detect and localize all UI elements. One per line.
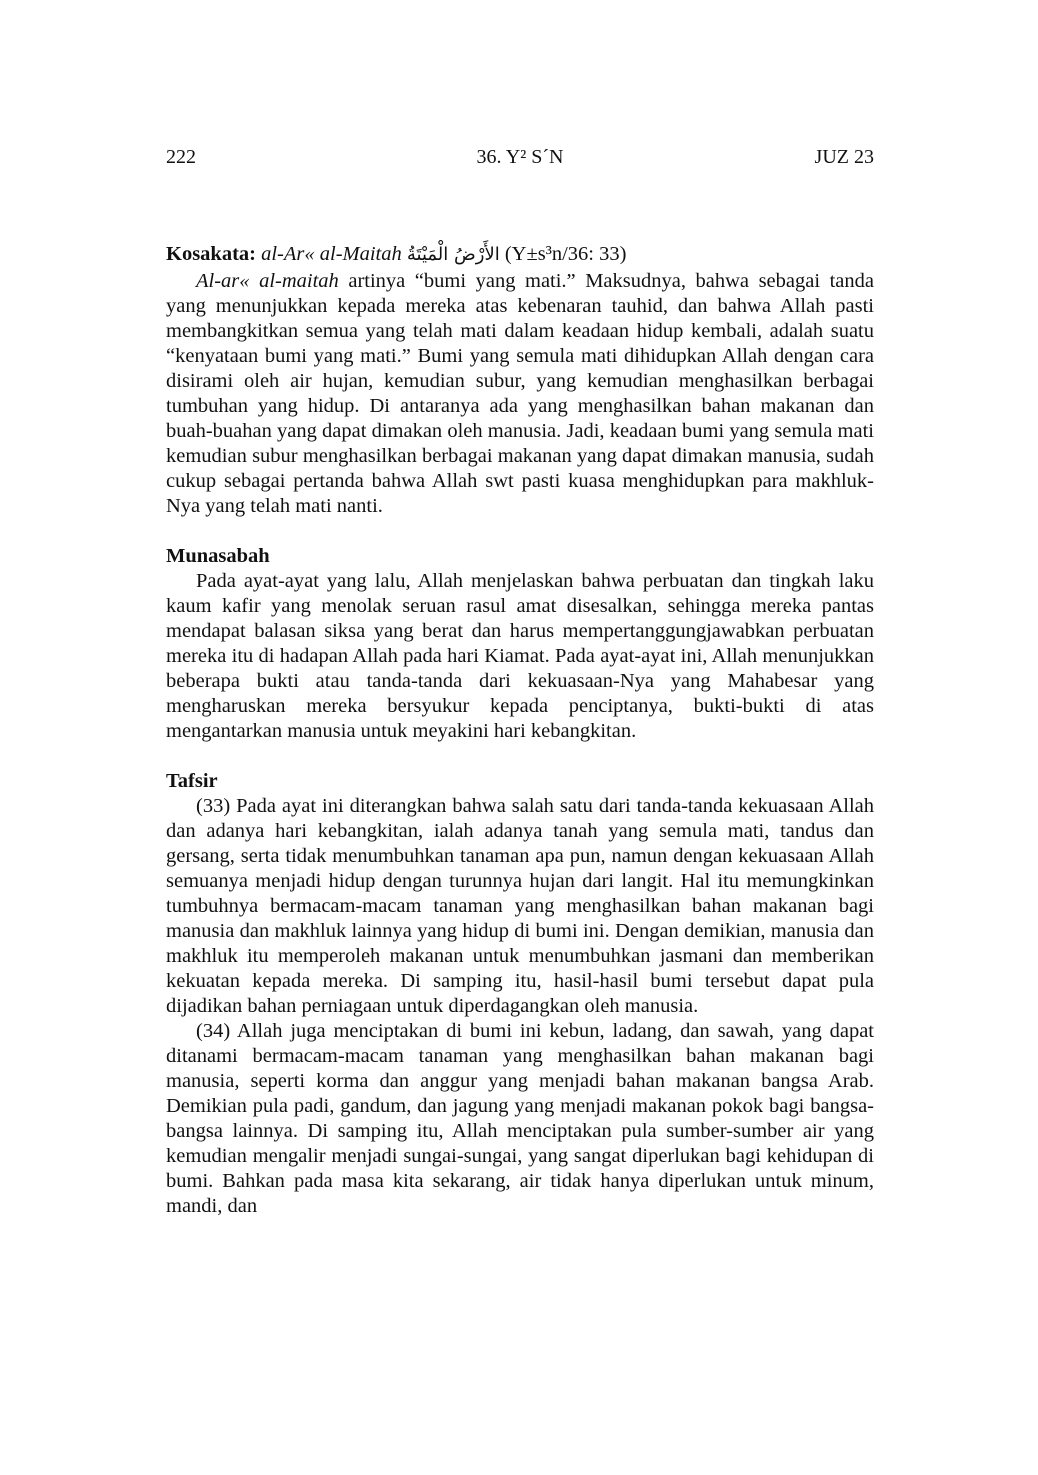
kosakata-label: Kosakata: [166,243,256,265]
tafsir-paragraph-34: (34) Allah juga menciptakan di bumi ini kebun, ladang, dan sawah, yang dapat ditanami bermacam-macam tanaman yang menghasilkan bahan makanan bagi manusia, seperti korma dan anggur yang menjadi bahan makanan bangsa Arab. Demikian pula padi, gandum, dan jagung yang menjadi makanan pokok bagi bangsa-bangsa lainnya. Di samping itu, Allah menciptakan pula sumber-sumber air yang kemudian mengalir menjadi sungai-sungai, yang sangat diperlukan bagi kehidupan di bumi. Bahkan pada masa kita sekarang, air tidak hanya diperlukan untuk minum, mandi, dan [166,1020,874,1217]
kosakata-paragraph [166,269,874,519]
kosakata-arabic: الأَرْضُ الْمَيْتَةُ [406,244,500,265]
kosakata-heading [166,240,874,269]
page-number: 222 [166,146,196,168]
tafsir-paragraph-33: (33) Pada ayat ini diterangkan bahwa salah satu dari tanda-tanda kekuasaan Allah dan adanya hari kebangkitan, ialah adanya tanah yang semula mati, tandus dan gersang, serta tidak menumbuhkan tanaman apa pun, namun dengan kekuasaan Allah semuanya menjadi hidup dengan turunnya hujan dari langit. Hal itu memungkinkan tumbuhnya bermacam-macam tanaman yang menghasilkan bahan makanan bagi manusia dan makhluk lainnya yang hidup di bumi ini. Dengan demikian, manusia dan makhluk itu memperoleh makanan untuk menumbuhkan jasmani dan memberikan kekuatan kepada mereka. Di samping itu, hasil-hasil bumi tersebut dapat pula dijadikan bahan perniagaan untuk diperdagangkan oleh manusia. [166,795,874,1017]
kosakata-paragraph-term: Al-ar« al-maitah [196,270,339,292]
kosakata-term: al-Ar« al-Maitah [261,243,402,265]
page-header [166,146,874,174]
munasabah-paragraph: Pada ayat-ayat yang lalu, Allah menjelaskan bahwa perbuatan dan tingkah laku kaum kafir yang menolak seruan rasul amat disesalkan, sehingga mereka pantas mendapat balasan siksa yang berat dan harus mempertanggungjawabkan perbuatan mereka itu di hadapan Allah pada hari Kiamat. Pada ayat-ayat ini, Allah menunjukkan beberapa bukti atau tanda-tanda dari kekuasaan-Nya yang Mahabesar yang mengharuskan mereka bersyukur kepada penciptanya, bukti-bukti di atas mengantarkan manusia untuk meyakini hari kebangkitan. [166,570,874,742]
page-content [166,240,874,1219]
tafsir-heading: Tafsir [166,770,218,792]
munasabah-heading: Munasabah [166,545,270,567]
juz-label: JUZ 23 [814,146,874,168]
kosakata-reference: (Y±s³n/36: 33) [504,243,627,265]
chapter-title: 36. Y² S´N [476,146,564,168]
kosakata-paragraph-text: artinya “bumi yang mati.” Maksudnya, bahwa sebagai tanda yang menunjukkan kepada mereka atas kebenaran tauhid, dan bahwa Allah pasti membangkitkan semua yang telah mati dalam keadaan hidup kembali, adalah suatu “kenyataan bumi yang mati.” Bumi yang semula mati dihidupkan Allah dengan cara disirami oleh air hujan, kemudian subur, yang kemudian menghasilkan berbagai tumbuhan yang hidup. Di antaranya ada yang menghasilkan bahan makanan dan buah-buahan yang dapat dimakan oleh manusia. Jadi, keadaan bumi yang semula mati kemudian subur menghasilkan berbagai makanan yang dapat dimakan manusia, sudah cukup sebagai pertanda bahwa Allah swt pasti kuasa menghidupkan para makhluk-Nya yang telah mati nanti. [166,270,874,517]
